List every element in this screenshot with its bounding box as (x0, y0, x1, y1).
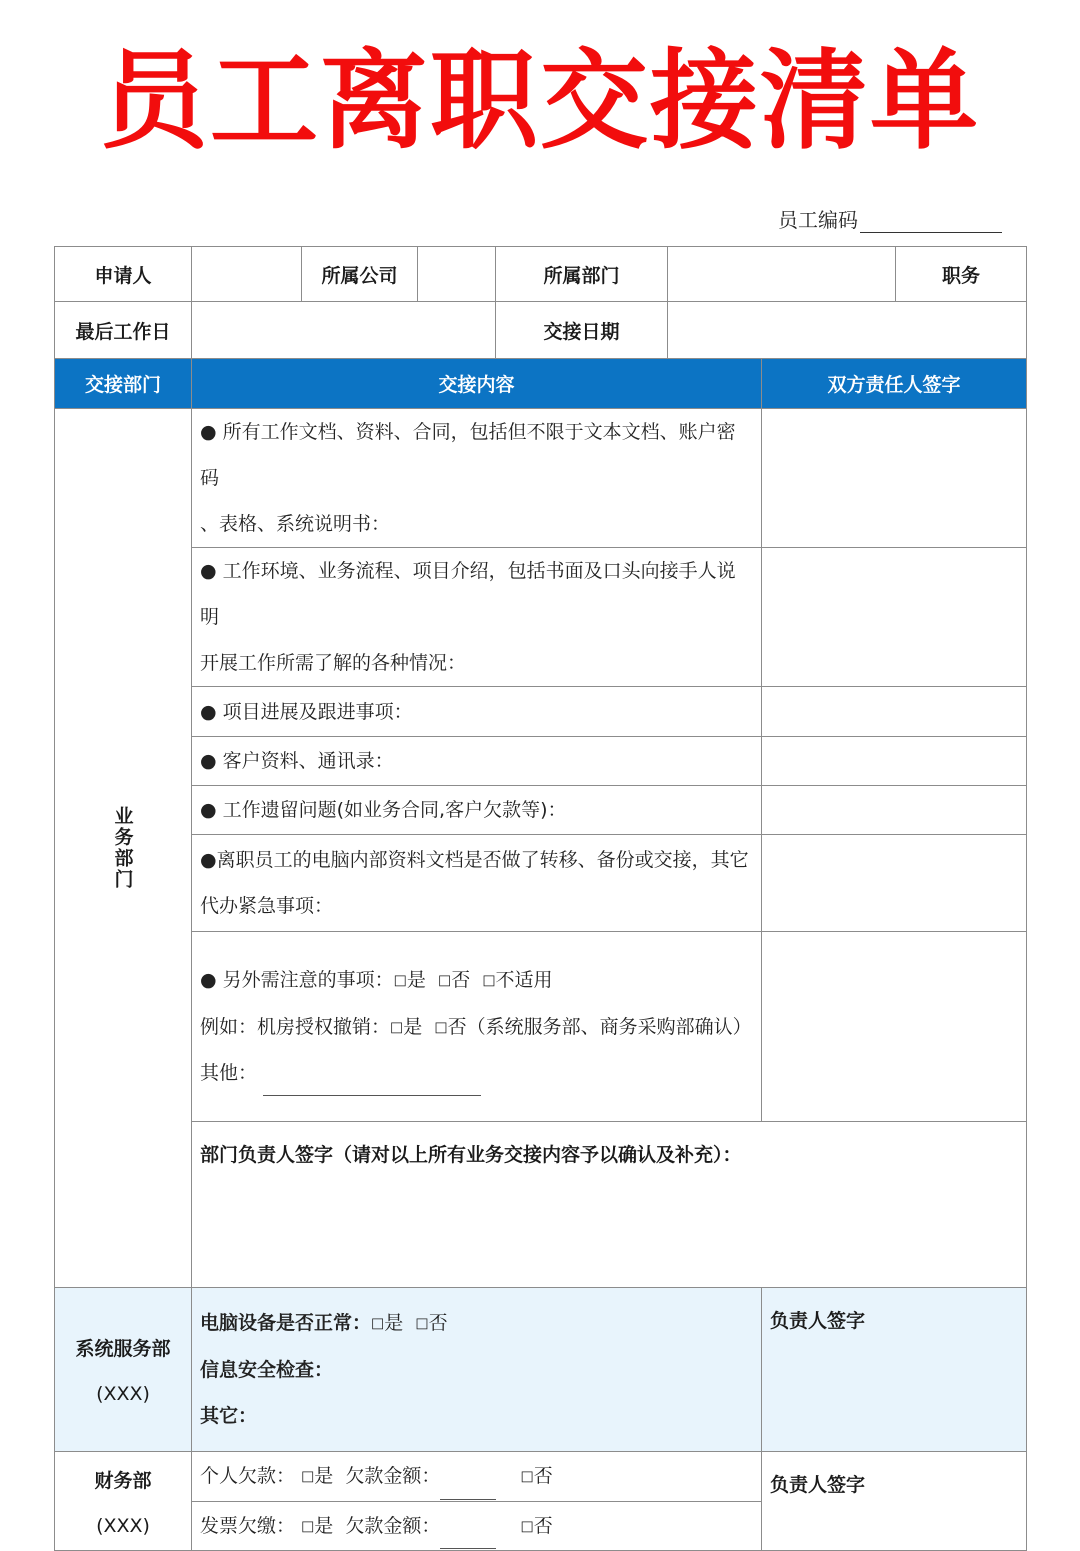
handover-date-value[interactable] (668, 302, 1027, 359)
checkbox[interactable]: □ (301, 1468, 315, 1485)
system-service-sign[interactable]: 负责人签字 (762, 1288, 1027, 1452)
company-label: 所属公司 (302, 247, 418, 302)
business-sign-6[interactable] (762, 835, 1027, 932)
business-sign-4[interactable] (762, 737, 1027, 786)
checkbox[interactable]: □ (520, 1518, 534, 1535)
checkbox[interactable]: □ (301, 1518, 315, 1535)
last-workday-value[interactable] (192, 302, 496, 359)
department-value[interactable] (668, 247, 896, 302)
checkbox[interactable]: □ (434, 1019, 448, 1035)
company-value[interactable] (418, 247, 496, 302)
department-label: 所属部门 (496, 247, 668, 302)
business-item-issues: ● 工作遗留问题(如业务合同,客户欠款等)： (192, 786, 762, 835)
business-sign-2[interactable] (762, 548, 1027, 687)
business-dept-label: 业务部门 (111, 806, 134, 890)
last-workday-label: 最后工作日 (55, 302, 192, 359)
finance-dept (55, 1452, 192, 1551)
business-item-clients: ● 客户资料、通讯录： (192, 737, 762, 786)
business-sign-5[interactable] (762, 786, 1027, 835)
other-input[interactable] (263, 1077, 481, 1096)
business-item-notes: ● 另外需注意的事项：□是 □否 □不适用 例如：机房授权撤销：□是 □否（系统服务部、商务采购部确认） 其他： (192, 932, 762, 1122)
header-dept: 交接部门 (55, 359, 192, 409)
checkbox[interactable]: □ (437, 972, 452, 989)
header-content: 交接内容 (192, 359, 762, 409)
handover-date-label: 交接日期 (496, 302, 668, 359)
business-manager-sign[interactable]: 部门负责人签字（请对以上所有业务交接内容予以确认及补充）： (192, 1122, 1027, 1288)
system-service-content: 电脑设备是否正常：□是 □否 信息安全检查： 其它： (192, 1288, 762, 1452)
finance-placeholder: (XXX) (96, 1514, 150, 1537)
business-sign-7[interactable] (762, 932, 1027, 1122)
finance-debt: 个人欠款： □是 欠款金额： □否 (192, 1452, 762, 1502)
checkbox[interactable]: □ (371, 1315, 385, 1332)
applicant-label: 申请人 (55, 247, 192, 302)
checkbox[interactable]: □ (415, 1315, 429, 1332)
business-item-documents: ● 所有工作文档、资料、合同，包括但不限于文本文档、账户密码 、表格、系统说明书： (192, 409, 762, 548)
system-service-placeholder: (XXX) (96, 1383, 150, 1405)
business-item-environment: ● 工作环境、业务流程、项目介绍，包括书面及口头向接手人说明 开展工作所需了解的各种情况： (192, 548, 762, 687)
employee-code-field[interactable] (860, 212, 1002, 233)
system-service-dept (55, 1288, 192, 1452)
business-sign-3[interactable] (762, 687, 1027, 737)
checkbox[interactable]: □ (390, 1019, 404, 1035)
applicant-value[interactable] (192, 247, 302, 302)
business-item-computer: ●离职员工的电脑内部资料文档是否做了转移、备份或交接，其它 代办紧急事项： (192, 835, 762, 932)
checkbox[interactable]: □ (393, 972, 407, 989)
finance-sign[interactable]: 负责人签字 (762, 1452, 1027, 1551)
business-item-progress: ● 项目进展及跟进事项： (192, 687, 762, 737)
debt-amount-input[interactable] (440, 1481, 496, 1500)
position-label: 职务 (896, 247, 1027, 302)
header-signature: 双方责任人签字 (762, 359, 1027, 409)
invoice-amount-input[interactable] (440, 1530, 496, 1549)
employee-code (778, 204, 1002, 233)
system-service-label: 系统服务部 (75, 1338, 171, 1360)
page-title: 员工离职交接清单 (99, 39, 980, 164)
employee-code-label: 员工编码 (778, 208, 858, 232)
handover-form (54, 246, 1027, 1551)
business-dept-cell (55, 409, 192, 1288)
checkbox[interactable]: □ (520, 1468, 534, 1485)
finance-invoice: 发票欠缴： □是 欠款金额： □否 (192, 1502, 762, 1551)
business-sign-1[interactable] (762, 409, 1027, 548)
finance-label: 财务部 (94, 1469, 152, 1492)
checkbox[interactable]: □ (482, 972, 496, 989)
